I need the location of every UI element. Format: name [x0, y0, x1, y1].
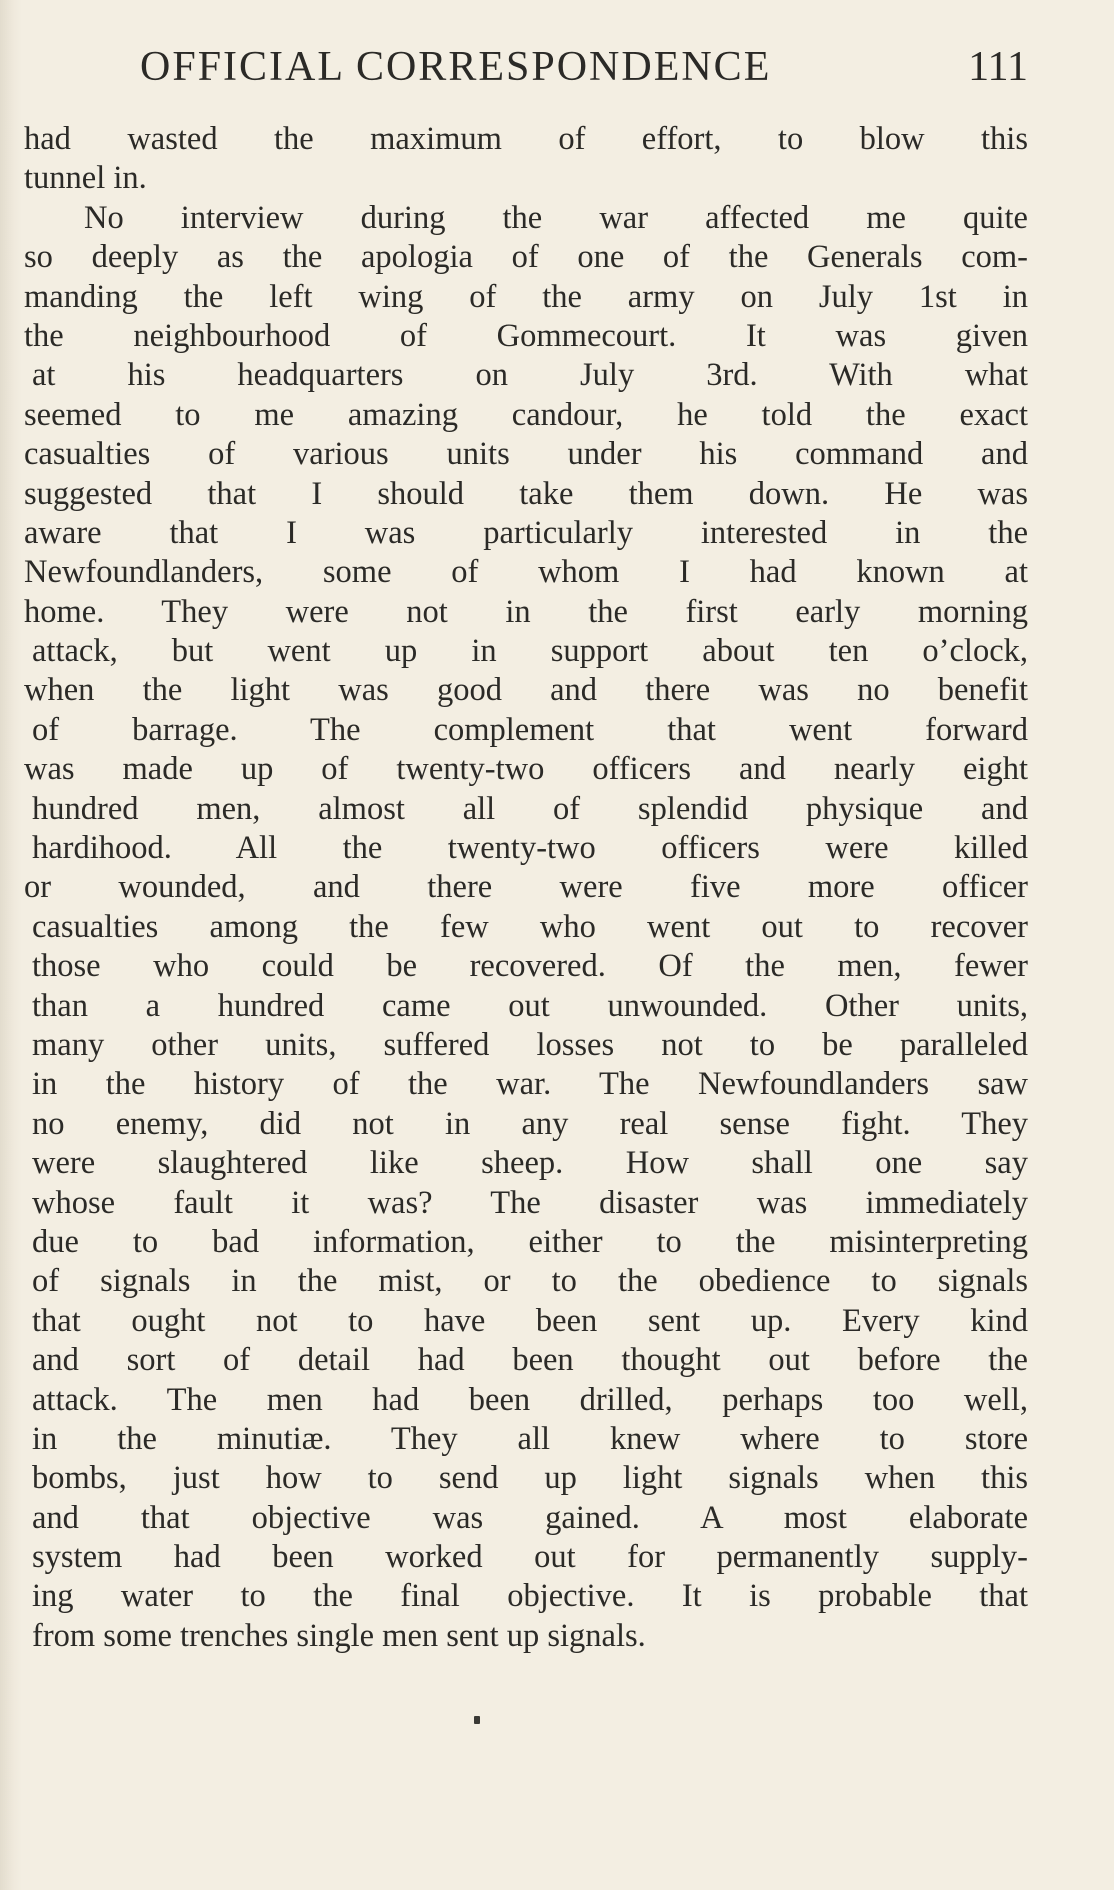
text-line: that ought not to have been sent up. Every kind [32, 1302, 1028, 1339]
text-line: suggested that I should take them down. He was [24, 475, 1028, 512]
text-line: those who could be recovered. Of the men, fewer [32, 948, 1028, 985]
text-line: manding the left wing of the army on July 1st in [24, 278, 1028, 315]
text-line: in the minutiæ. They all knew where to store [32, 1420, 1028, 1457]
text-line: hardihood. All the twenty-two officers were killed [32, 830, 1028, 867]
page-binding-edge [0, 0, 22, 1890]
text-line: whose fault it was? The disaster was immediately [32, 1184, 1028, 1221]
text-line: of signals in the mist, or to the obedience to signals [32, 1263, 1028, 1300]
text-line: casualties among the few who went out to recover [32, 908, 1028, 945]
text-line: in the history of the war. The Newfoundlanders saw [32, 1066, 1028, 1103]
text-line: seemed to me amazing candour, he told the exact [24, 396, 1028, 433]
text-line: and sort of detail had been thought out before the [32, 1342, 1028, 1379]
text-line: home. They were not in the first early morning [24, 593, 1028, 630]
text-line: due to bad information, either to the misinterpreting [32, 1223, 1028, 1260]
ink-speck [474, 1716, 480, 1724]
text-line: had wasted the maximum of effort, to blow this [24, 121, 1028, 157]
text-line: attack. The men had been drilled, perhaps too well, [32, 1381, 1028, 1418]
body-text [24, 120, 1028, 1656]
text-line: aware that I was particularly interested in the [24, 514, 1028, 551]
text-line: at his headquarters on July 3rd. With what [32, 357, 1028, 394]
text-line: attack, but went up in support about ten o’clock, [32, 633, 1028, 670]
text-line: hundred men, almost all of splendid physique and [32, 790, 1028, 827]
page-header [24, 42, 1028, 92]
text-line: tunnel in. [24, 160, 147, 197]
text-line: no enemy, did not in any real sense fight. They [32, 1105, 1028, 1142]
running-title: OFFICIAL CORRESPONDENCE [140, 44, 772, 90]
text-line: or wounded, and there were five more officer [24, 869, 1028, 906]
text-line: casualties of various units under his command and [24, 436, 1028, 473]
text-line: bombs, just how to send up light signals when this [32, 1460, 1028, 1497]
text-line: Newfoundlanders, some of whom I had known at [24, 554, 1028, 591]
text-line: ing water to the final objective. It is probable that [32, 1578, 1028, 1615]
text-line: so deeply as the apologia of one of the Generals com- [24, 239, 1028, 276]
text-line: when the light was good and there was no benefit [24, 672, 1028, 709]
text-line: was made up of twenty-two officers and nearly eight [24, 751, 1028, 788]
text-line: of barrage. The complement that went forward [32, 711, 1028, 748]
text-line: many other units, suffered losses not to be paralleled [32, 1026, 1028, 1063]
text-line: than a hundred came out unwounded. Other units, [32, 987, 1028, 1024]
text-line: from some trenches single men sent up signals. [32, 1617, 646, 1654]
text-line: were slaughtered like sheep. How shall one say [32, 1145, 1028, 1182]
page-number: 111 [968, 44, 1028, 90]
text-line: system had been worked out for permanently supply- [32, 1539, 1028, 1576]
text-line: No interview during the war affected me quite [84, 199, 1028, 236]
text-line: the neighbourhood of Gommecourt. It was given [24, 317, 1028, 354]
text-line: and that objective was gained. A most elaborate [32, 1499, 1028, 1536]
